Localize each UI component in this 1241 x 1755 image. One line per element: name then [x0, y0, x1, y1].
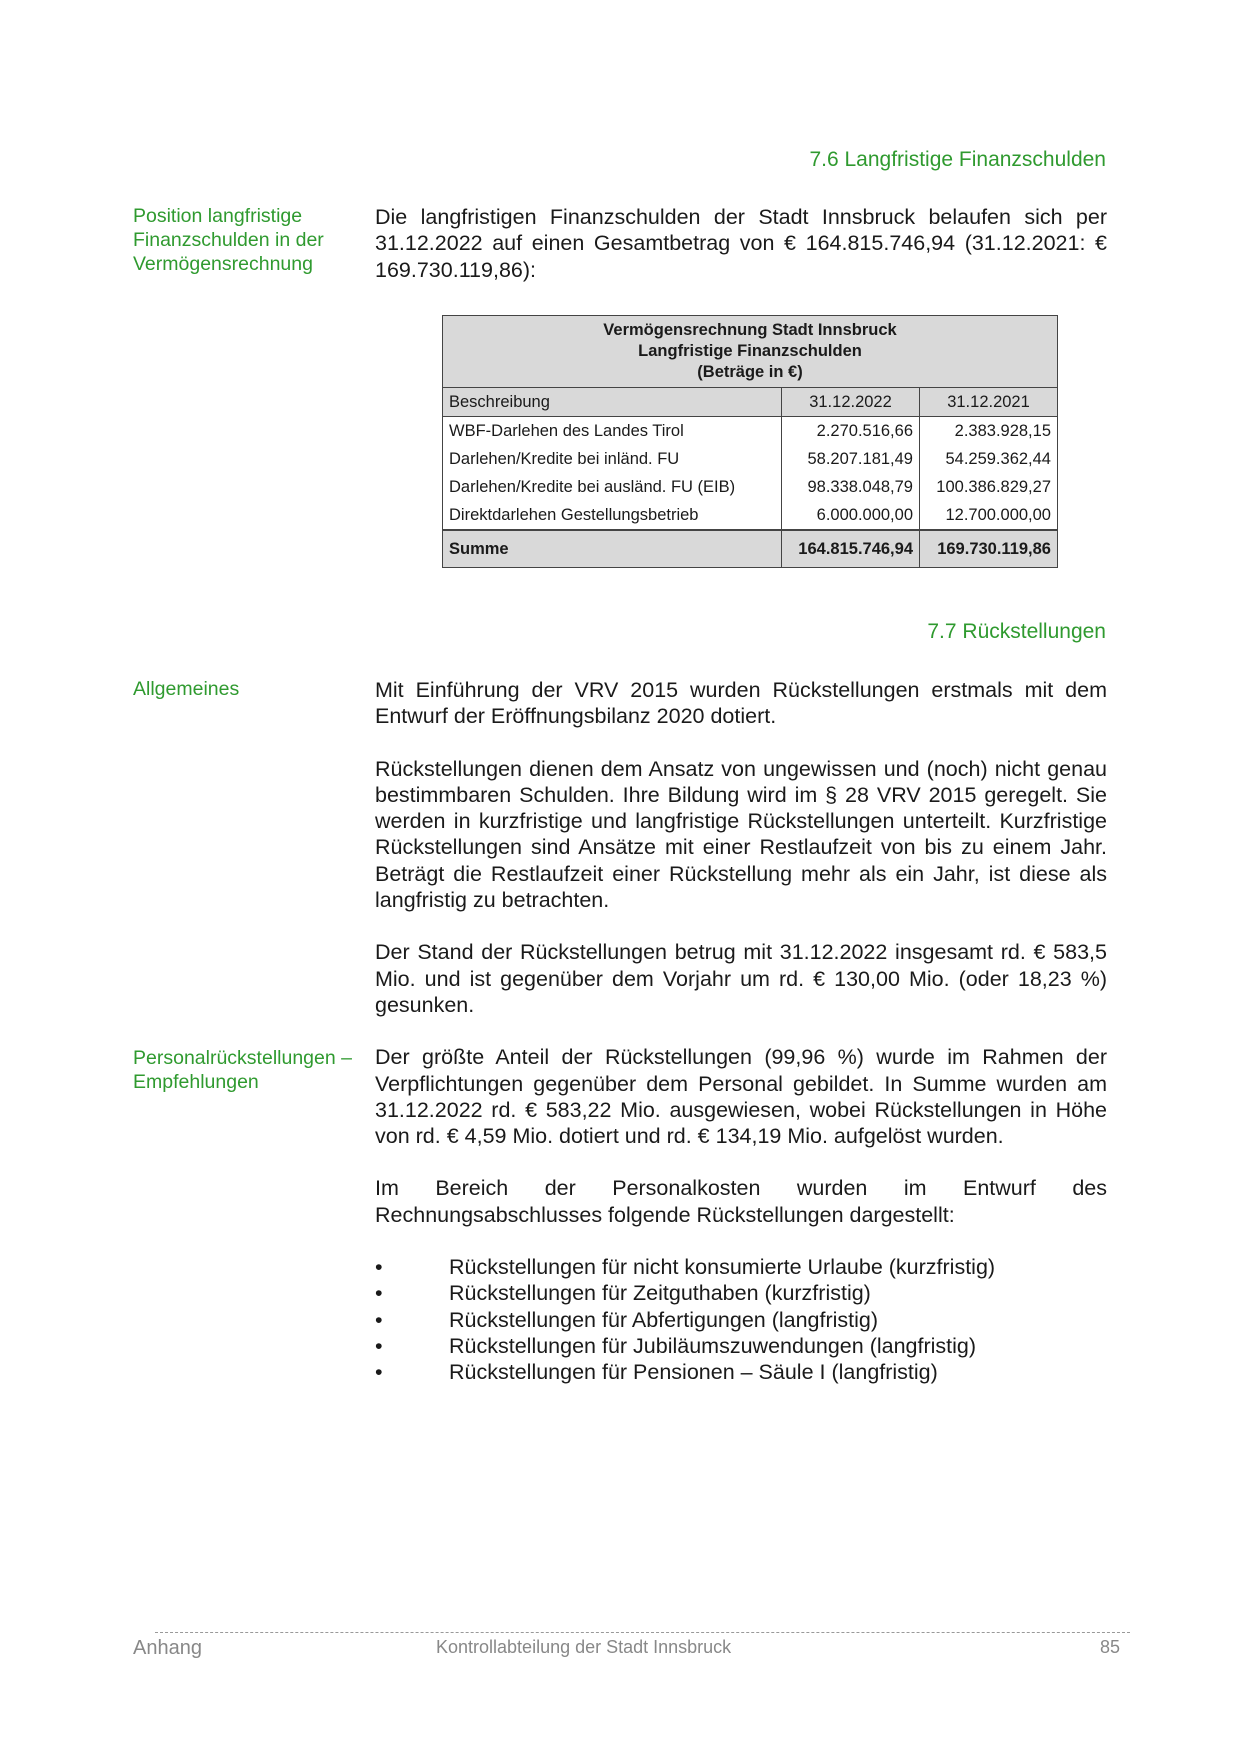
cell: WBF-Darlehen des Landes Tirol — [443, 417, 782, 446]
table-title-line: Vermögensrechnung Stadt Innsbruck — [603, 321, 897, 339]
table-row — [443, 473, 1058, 501]
column-header: Beschreibung — [443, 388, 782, 417]
paragraph: Der größte Anteil der Rückstellungen (99,96 %) wurde im Rahmen der Verpflichtungen gegenüber dem Personal gebildet. In Summe wurden am 31.12.2022 rd. € 583,22 Mio. ausgewiesen, wobei Rückstellungen in Höhe von rd. € 4,59 Mio. dotiert und rd. € 134,19 Mio. aufgelöst wurden. — [375, 1045, 1107, 1149]
section-7-7-text — [375, 677, 1107, 1386]
list-item — [375, 1280, 1107, 1306]
list-item — [375, 1254, 1107, 1280]
cell: 6.000.000,00 — [782, 501, 920, 530]
list-item-text: Rückstellungen für Pensionen – Säule I (langfristig) — [449, 1360, 938, 1385]
section-heading-7-7: 7.7 Rückstellungen — [927, 620, 1106, 643]
bullet-icon: • — [375, 1307, 383, 1332]
bullet-icon: • — [375, 1255, 383, 1280]
bullet-list — [375, 1254, 1107, 1385]
list-item — [375, 1359, 1107, 1385]
paragraph: Im Bereich der Personalkosten wurden im Entwurf des Rechnungsabschlusses folgende Rückstellungen dargestellt: — [375, 1176, 1107, 1227]
side-label-allgemeines: Allgemeines — [133, 678, 240, 700]
list-item — [375, 1333, 1107, 1359]
cell: Darlehen/Kredite bei ausländ. FU (EIB) — [443, 473, 782, 501]
footer-left: Anhang — [133, 1637, 202, 1659]
paragraph: Der Stand der Rückstellungen betrug mit 31.12.2022 insgesamt rd. € 583,5 Mio. und ist gegenüber dem Vorjahr um rd. € 130,00 Mio. (oder 18,23 %) gesunken. — [375, 940, 1107, 1017]
bullet-icon: • — [375, 1333, 383, 1358]
list-item-text: Rückstellungen für nicht konsumierte Urlaube (kurzfristig) — [449, 1255, 996, 1280]
table-row — [443, 445, 1058, 473]
bullet-icon: • — [375, 1281, 383, 1306]
paragraph: Die langfristigen Finanzschulden der Stadt Innsbruck belaufen sich per 31.12.2022 auf einen Gesamtbetrag von € 164.815.746,94 (31.12.2021: € 169.730.119,86): — [375, 205, 1107, 282]
table-row — [443, 501, 1058, 530]
footer-divider — [155, 1632, 1130, 1633]
column-header: 31.12.2022 — [782, 388, 920, 417]
cell: 54.259.362,44 — [920, 445, 1058, 473]
list-item-text: Rückstellungen für Jubiläumszuwendungen (langfristig) — [449, 1333, 977, 1358]
cell: Darlehen/Kredite bei inländ. FU — [443, 445, 782, 473]
side-label-position: Position langfristige Finanzschulden in der Vermögensrechnung — [133, 205, 324, 275]
list-item-text: Rückstellungen für Zeitguthaben (kurzfristig) — [449, 1281, 871, 1306]
table-sum-row — [443, 530, 1058, 568]
cell: Direktdarlehen Gestellungsbetrieb — [443, 501, 782, 530]
section-7-6-text — [375, 204, 1107, 309]
section-heading-7-6: 7.6 Langfristige Finanzschulden — [809, 148, 1106, 171]
cell: Summe — [443, 530, 782, 568]
cell: 2.270.516,66 — [782, 417, 920, 446]
bullet-icon: • — [375, 1360, 383, 1385]
footer-center: Kontrollabteilung der Stadt Innsbruck — [436, 1637, 732, 1657]
paragraph: Rückstellungen dienen dem Ansatz von ungewissen und (noch) nicht genau bestimmbaren Schulden. Ihre Bildung wird im § 28 VRV 2015 geregelt. Sie werden in kurzfristige und langfristige Rückstellungen unterteilt. Kurzfristige Rückstellungen sind Ansätze mit einer Restlaufzeit von bis zu einem Jahr. Beträgt die Restlaufzeit einer Rückstellung mehr als ein Jahr, ist diese als langfristig zu betrachten. — [375, 756, 1107, 913]
cell: 58.207.181,49 — [782, 445, 920, 473]
cell: 164.815.746,94 — [782, 530, 920, 568]
paragraph: Mit Einführung der VRV 2015 wurden Rückstellungen erstmals mit dem Entwurf der Eröffnungsbilanz 2020 dotiert. — [375, 678, 1107, 729]
cell: 98.338.048,79 — [782, 473, 920, 501]
table-title-line: Langfristige Finanzschulden — [638, 342, 862, 360]
table-row — [443, 417, 1058, 446]
cell: 2.383.928,15 — [920, 417, 1058, 446]
page-number: 85 — [1100, 1637, 1121, 1657]
table-header-row — [443, 388, 1058, 417]
list-item — [375, 1307, 1107, 1333]
side-label-personal: Personalrückstellungen – Empfehlungen — [133, 1047, 352, 1093]
finanzschulden-table — [442, 315, 1058, 568]
table-title-line: (Beträge in €) — [697, 363, 803, 381]
list-item-text: Rückstellungen für Abfertigungen (langfristig) — [449, 1307, 879, 1332]
cell: 12.700.000,00 — [920, 501, 1058, 530]
column-header: 31.12.2021 — [920, 388, 1058, 417]
cell: 169.730.119,86 — [920, 530, 1058, 568]
cell: 100.386.829,27 — [920, 473, 1058, 501]
table-title — [443, 316, 1058, 388]
